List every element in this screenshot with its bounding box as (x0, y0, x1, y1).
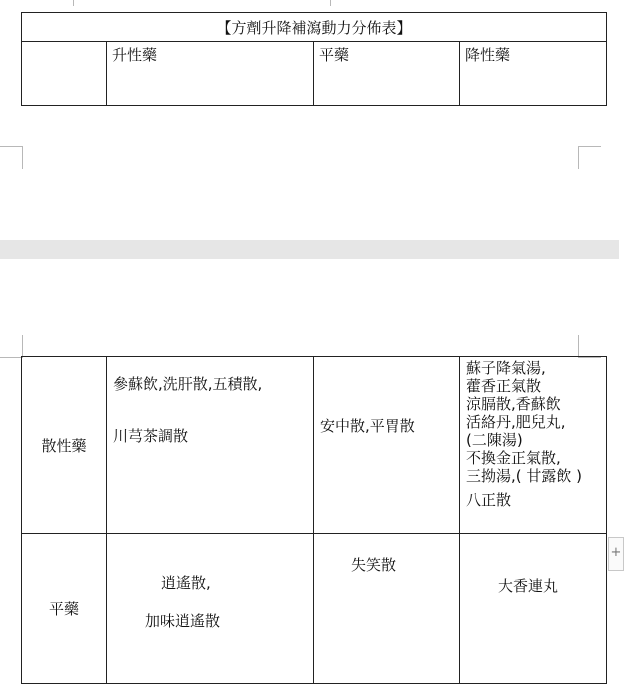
crop-mark-top-left-2 (0, 335, 23, 358)
formula-text: 三拗湯,( 甘露飲 ) (466, 467, 583, 485)
column-header-down: 降性藥 (460, 42, 607, 106)
cell-dispersing-flat (314, 357, 460, 534)
formula-text: 八正散 (466, 491, 512, 509)
formula-text: (二陳湯) (466, 431, 523, 449)
table-title: 【方劑升降補瀉動力分佈表】 (22, 13, 607, 42)
column-header-flat: 平藥 (314, 42, 460, 106)
cell-dispersing-down (460, 357, 607, 534)
add-row-button[interactable]: + (608, 537, 624, 571)
crop-mark-top-right (330, 0, 331, 6)
cell-neutral-up (107, 534, 314, 684)
row-label-neutral: 平藥 (22, 534, 107, 684)
formula-text: 逍遙散, (161, 574, 211, 592)
cell-neutral-flat (314, 534, 460, 684)
formula-text: 不換金正氣散, (466, 449, 561, 467)
cell-dispersing-up (107, 357, 314, 534)
distribution-table-body (21, 356, 607, 684)
formula-text: 藿香正氣散 (466, 377, 542, 395)
formula-text: 參蘇飲,洗肝散,五積散, (113, 375, 263, 393)
page-separator (0, 240, 619, 259)
formula-list (466, 359, 582, 509)
formula-text: 川芎茶調散 (113, 427, 189, 445)
row-label-dispersing: 散性藥 (22, 357, 107, 534)
crop-mark-top-right-2 (578, 335, 601, 358)
formula-text: 安中散,平胃散 (320, 417, 415, 435)
formula-text: 涼膈散,香蘇飲 (466, 395, 561, 413)
formula-text: 失笑散 (351, 556, 397, 574)
cell-neutral-down (460, 534, 607, 684)
crop-mark-top-left (73, 0, 74, 6)
crop-mark-bottom-left (0, 146, 23, 169)
formula-text: 大香連丸 (498, 577, 559, 595)
formula-text: 活絡丹,肥兒丸, (466, 413, 566, 431)
header-corner-cell (22, 42, 107, 106)
formula-text: 蘇子降氣湯, (466, 359, 546, 377)
formula-text: 加味逍遙散 (145, 612, 221, 630)
column-header-up: 升性藥 (107, 42, 314, 106)
distribution-table-header (21, 12, 607, 106)
crop-mark-bottom-right (578, 146, 601, 169)
document-page-top (0, 0, 619, 240)
